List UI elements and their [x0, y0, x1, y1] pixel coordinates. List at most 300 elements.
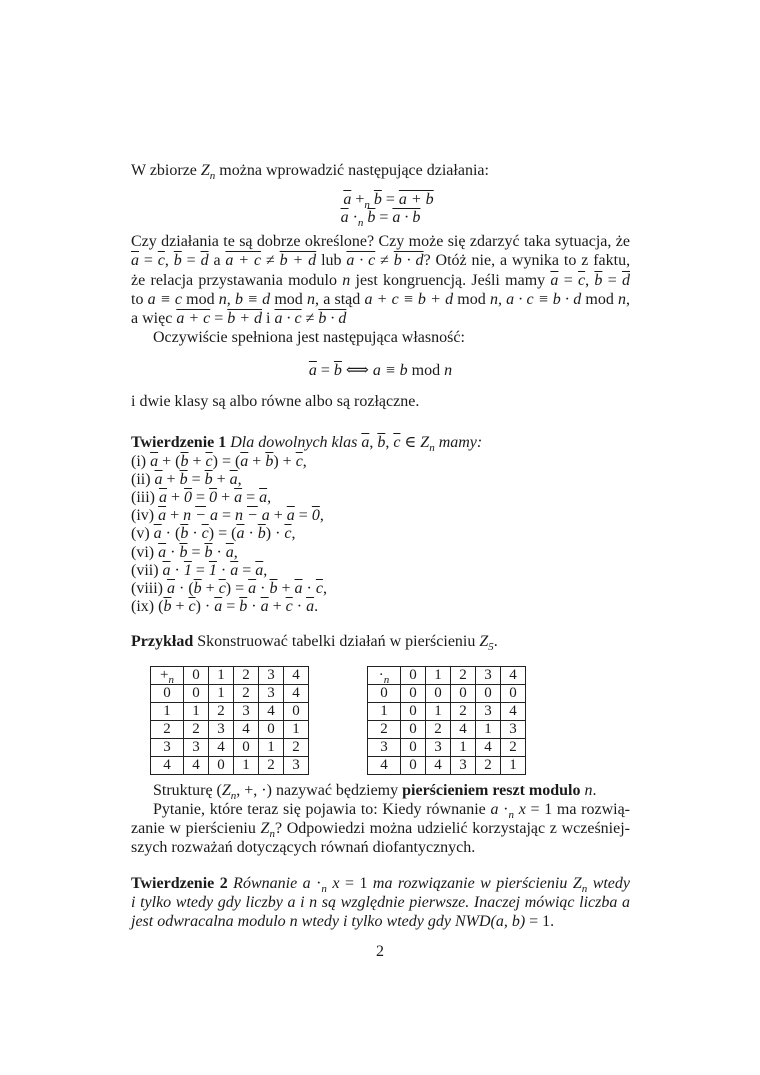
text-segment: +	[277, 580, 295, 597]
table-cell: 0	[209, 757, 234, 775]
text-segment: jest odwracalna modulo n wtedy i tylko wtedy gdy NWD(a, b)	[131, 913, 526, 930]
table-cell: 3	[476, 703, 501, 721]
text-segment: Skonstruować tabelki działań w pierścieniu	[193, 633, 480, 650]
text-segment: $\overline{c}$	[578, 272, 586, 289]
text-segment: $\overline{b}$	[180, 453, 189, 470]
text-segment: =	[381, 191, 399, 208]
page-number: 2	[376, 943, 384, 960]
table-row	[151, 721, 309, 739]
table-cell: 3	[284, 757, 309, 775]
text-segment: $\overline{b}$	[163, 598, 172, 615]
text-segment: $\overline{c}$	[285, 598, 293, 615]
text-segment: ⟺	[341, 362, 373, 379]
table-cell: 2	[259, 757, 284, 775]
text-segment: Twierdzenie 1	[131, 434, 227, 451]
text-segment: (ix) (	[131, 598, 164, 615]
text-segment: Przykład	[131, 633, 194, 650]
text-segment: mamy:	[434, 434, 483, 451]
text-segment: że relacja przystawania modulo	[131, 272, 343, 289]
text-segment: +	[351, 191, 365, 208]
table-row	[368, 703, 526, 721]
theorem-item	[131, 543, 630, 562]
intro-line	[131, 161, 630, 183]
equation-addition	[131, 190, 638, 212]
table-cell: 1	[209, 685, 234, 703]
text-segment: ,	[302, 453, 307, 470]
text-segment: Z	[221, 782, 231, 799]
table-row	[368, 721, 526, 739]
text-segment: +	[268, 598, 286, 615]
text-segment: $\overline{a}$	[154, 471, 163, 488]
table-cell: 4	[501, 703, 526, 721]
text-segment: $\overline{a}$	[229, 471, 238, 488]
text-segment: a ≡ b	[372, 362, 408, 379]
text-segment: +	[217, 489, 235, 506]
text-segment: Z	[200, 162, 210, 179]
text-segment: ) =	[225, 580, 249, 597]
text-segment: ·	[166, 544, 180, 561]
text-segment: mod	[581, 291, 619, 308]
text-segment: n	[508, 809, 514, 819]
text-segment: Z	[420, 434, 430, 451]
text-segment: =	[181, 252, 201, 269]
table-cell: 0	[401, 757, 426, 775]
text-segment: +	[201, 580, 219, 597]
table-cell: 3	[451, 757, 476, 775]
table-cell: 0	[401, 703, 426, 721]
text-segment: x	[518, 801, 526, 818]
text-segment: a ≡ c	[147, 291, 182, 308]
text-segment: i dwie klasy są albo równe albo są rozłączne.	[131, 393, 420, 410]
text-segment: =	[222, 598, 240, 615]
text-segment: ,	[626, 291, 630, 308]
table-cell: 1	[368, 703, 401, 721]
text-segment: ) +	[273, 453, 296, 470]
text-segment: $\overline{a}$	[234, 489, 243, 506]
table-cell: 0	[451, 685, 476, 703]
text-segment: $\overline{c}$	[201, 525, 209, 542]
table-cell: 3	[368, 739, 401, 757]
table-cell: 0	[184, 685, 209, 703]
text-segment: 0	[184, 489, 193, 506]
text-segment: =	[210, 310, 228, 327]
text-segment: n	[584, 782, 593, 799]
table-cell: 3	[259, 667, 284, 685]
text-segment: ,	[267, 489, 272, 506]
text-segment: .	[592, 782, 597, 799]
text-segment: a	[257, 507, 270, 524]
table-cell: 4	[259, 703, 284, 721]
text-segment: $\overline{a}$	[294, 580, 303, 597]
text-segment: lub	[316, 252, 347, 269]
theorem-item	[131, 561, 630, 580]
text-segment: $\overline{a}$	[259, 489, 268, 506]
text-segment: ) ·	[195, 598, 215, 615]
text-segment: (vi)	[131, 544, 159, 561]
equation-multiplication	[131, 208, 630, 230]
text-segment: wtedy	[587, 875, 630, 892]
table-cell: $+_n$	[151, 667, 184, 685]
table-cell: 0	[234, 739, 259, 757]
text-segment: .	[314, 598, 319, 615]
theorem-item	[131, 597, 630, 616]
text-segment: −	[195, 507, 206, 524]
text-segment: jest kongruencją. Jeśli mamy	[350, 272, 551, 289]
text-segment: ∈	[400, 434, 421, 451]
table-cell: 4	[284, 667, 309, 685]
text-segment: n	[183, 507, 196, 524]
text-segment: (vii)	[131, 562, 163, 579]
table-cell: 2	[426, 721, 451, 739]
table-cell: 4	[426, 757, 451, 775]
table-cell: 2	[368, 721, 401, 739]
text-segment: ,	[385, 434, 394, 451]
text-segment: =	[139, 252, 158, 269]
text-segment: $\overline{a}$	[158, 507, 167, 524]
text-segment: ? Otóż nie, a wynika to z faktu,	[423, 252, 630, 269]
text-segment: , +, ·) nazywać będziemy	[236, 782, 403, 799]
text-segment: ) = (	[208, 525, 237, 542]
table-cell: 1	[451, 739, 476, 757]
text-segment: $\overline{b}$	[265, 453, 274, 470]
paragraph-line	[131, 838, 630, 857]
text-segment: ·	[302, 580, 316, 597]
text-segment: 1	[183, 562, 192, 579]
theorem-item	[131, 488, 630, 507]
text-segment: $\overline{b}$	[594, 272, 603, 289]
text-segment: Twierdzenie 2	[131, 875, 228, 892]
paragraph-line	[131, 271, 630, 290]
table-cell: 3	[234, 703, 259, 721]
text-segment: n	[342, 272, 351, 289]
text-segment: n, b ≡ d	[218, 291, 271, 308]
text-segment: $\overline{b}$	[193, 580, 202, 597]
text-segment: $\overline{a}$	[550, 272, 559, 289]
text-segment: $\overline{c}$	[157, 252, 165, 269]
text-segment: .	[493, 633, 498, 650]
text-segment: ,	[319, 507, 324, 524]
text-segment: i	[262, 310, 275, 327]
text-segment: $\overline{a}$	[167, 580, 175, 597]
text-segment: · (	[175, 580, 194, 597]
text-segment: pierścieniem reszt modulo	[402, 782, 581, 799]
text-segment: = 1.	[525, 913, 555, 930]
table-cell: 4	[209, 739, 234, 757]
text-segment: $\overline{a}$	[150, 453, 159, 470]
text-segment: $\overline{b}$	[239, 598, 248, 615]
text-segment: =	[602, 272, 623, 289]
table-cell: 4	[284, 685, 309, 703]
paragraph-line	[131, 328, 630, 347]
text-segment: $\overline{a}$	[131, 252, 139, 269]
text-segment: ·	[244, 525, 258, 542]
text-segment: $\overline{a}$	[158, 544, 167, 561]
table-cell: 1	[476, 721, 501, 739]
table-cell: 4	[501, 667, 526, 685]
text-segment: $\overline{a}$	[343, 191, 352, 208]
text-segment: (iv)	[131, 507, 159, 524]
text-segment: to	[131, 291, 148, 308]
text-segment: +	[166, 507, 184, 524]
text-segment: =	[558, 272, 579, 289]
text-segment: $\overline{a}$	[230, 562, 239, 579]
text-segment: a + c	[225, 252, 262, 269]
text-segment: można wprowadzić następujące działania:	[215, 162, 489, 179]
text-segment: $\overline{b}$	[179, 544, 188, 561]
text-segment: + (	[158, 453, 181, 470]
table-cell: 0	[284, 703, 309, 721]
table-cell: 0	[401, 739, 426, 757]
table-cell: 0	[426, 685, 451, 703]
paragraph-line	[131, 232, 630, 251]
table-cell: 3	[426, 739, 451, 757]
text-segment: $\overline{c}$	[295, 453, 303, 470]
table-cell: 0	[184, 667, 209, 685]
table-row	[151, 757, 309, 775]
text-segment: a	[490, 801, 499, 818]
text-segment: +	[269, 507, 287, 524]
text-segment: x	[332, 875, 340, 892]
text-segment: n	[618, 291, 627, 308]
table-cell: 4	[234, 721, 259, 739]
text-segment: =	[375, 209, 393, 226]
text-segment: n	[444, 362, 453, 379]
text-segment: $\overline{d}$	[200, 252, 209, 269]
multiplication-table	[367, 666, 526, 775]
table-cell: 2	[451, 703, 476, 721]
text-segment: mod	[453, 291, 490, 308]
table-cell: 3	[184, 739, 209, 757]
text-segment: = 1 ma rozwią-	[525, 801, 630, 818]
text-segment: ,	[263, 562, 268, 579]
text-segment: $\overline{d}$	[622, 272, 630, 289]
text-segment: =	[187, 471, 205, 488]
table-row	[368, 757, 526, 775]
text-segment: szych rozważań dotyczących równań diofantycznych.	[131, 839, 476, 856]
text-segment: mod	[181, 291, 219, 308]
text-segment: $\overline{a}$	[240, 453, 249, 470]
table-cell: 0	[368, 685, 401, 703]
text-segment: · (	[161, 525, 181, 542]
text-segment: $\overline{c}$	[284, 525, 292, 542]
table-cell: 2	[501, 739, 526, 757]
paragraph-line	[131, 800, 630, 819]
text-segment: a · b	[392, 209, 421, 226]
text-segment: $\overline{a}$	[162, 562, 171, 579]
text-segment: ,	[585, 272, 595, 289]
text-segment: $\overline{a}$	[260, 598, 269, 615]
text-segment: ·	[256, 580, 270, 597]
text-segment: $\overline{c}$	[315, 580, 323, 597]
text-segment: Z	[572, 875, 582, 892]
text-segment: ≠	[301, 310, 319, 327]
text-segment: $\overline{b}$	[377, 434, 386, 451]
text-segment: ,	[237, 471, 242, 488]
text-segment: ? Odpowiedzi można udzielić korzystając z wcześniej-	[274, 820, 630, 837]
text-segment: +	[188, 453, 206, 470]
table-cell: 1	[284, 721, 309, 739]
text-segment: $\overline{c}$	[205, 453, 213, 470]
table-row	[151, 739, 309, 757]
table-cell: 0	[401, 667, 426, 685]
text-segment: W zbiorze	[131, 162, 201, 179]
text-segment: =	[238, 562, 256, 579]
text-segment: $\overline{c}$	[218, 580, 226, 597]
text-segment: Czy działania te są dobrze określone? Czy może się zdarzyć taka sytuacja, że	[131, 233, 630, 250]
table-cell: 2	[184, 721, 209, 739]
text-segment: =	[191, 562, 209, 579]
text-segment: +	[248, 453, 266, 470]
text-segment: a	[208, 252, 226, 269]
table-cell: 0	[259, 721, 284, 739]
table-cell: 3	[501, 721, 526, 739]
text-segment: ·	[292, 598, 307, 615]
table-row	[151, 703, 309, 721]
table-cell: 4	[476, 739, 501, 757]
text-segment: $\overline{a}$	[255, 562, 264, 579]
text-segment: a	[205, 507, 218, 524]
text-segment: Pytanie, które teraz się pojawia to: Kiedy równanie	[153, 801, 491, 818]
table-cell: 2	[284, 739, 309, 757]
text-segment: a	[302, 875, 311, 892]
table-cell: 1	[426, 703, 451, 721]
text-segment: zanie w pierścieniu	[131, 820, 261, 837]
paragraph-line	[131, 290, 630, 309]
text-segment: , a stąd	[315, 291, 365, 308]
text-segment: $\overline{a}$	[159, 489, 167, 506]
text-segment: +	[167, 489, 185, 506]
table-cell: 4	[184, 757, 209, 775]
text-segment: a + c	[176, 310, 211, 327]
text-segment: (ii)	[131, 471, 155, 488]
table-header	[368, 667, 526, 685]
table-cell: 0	[501, 685, 526, 703]
text-segment: 5	[488, 641, 494, 654]
text-segment: mod	[407, 362, 445, 379]
table-cell: 1	[501, 757, 526, 775]
paragraph-line	[131, 251, 630, 270]
table-cell: 1	[259, 739, 284, 757]
text-segment: $\overline{c}$	[393, 434, 401, 451]
text-segment: Z	[260, 820, 270, 837]
text-segment: ≠	[261, 252, 280, 269]
table-row	[151, 685, 309, 703]
text-segment: n	[269, 828, 275, 838]
text-segment: $\overline{a}$	[153, 525, 162, 542]
text-segment: $\overline{a}$	[236, 525, 245, 542]
table-row	[368, 685, 526, 703]
text-segment: = 1	[339, 875, 373, 892]
text-segment: $\overline{b}$	[173, 252, 182, 269]
text-segment: $\overline{a}$	[361, 434, 370, 451]
text-segment: (v)	[131, 525, 154, 542]
text-segment: ma rozwiązanie w pierścieniu	[372, 875, 573, 892]
table-cell: 3	[151, 739, 184, 757]
text-segment: a więc	[131, 310, 177, 327]
paragraph-line	[131, 819, 630, 838]
table-cell: 4	[368, 757, 401, 775]
text-segment: ,	[233, 544, 238, 561]
text-segment: Z	[479, 633, 489, 650]
text-segment: n	[581, 883, 588, 893]
text-segment: =	[242, 489, 260, 506]
table-cell: 3	[209, 721, 234, 739]
theorem-item	[131, 506, 630, 525]
text-segment: ·	[212, 544, 226, 561]
text-segment: a · c	[346, 252, 376, 269]
text-segment: b · d	[393, 252, 424, 269]
text-segment: ·	[247, 598, 261, 615]
text-segment: =	[192, 489, 210, 506]
theorem-item	[131, 524, 630, 543]
text-segment: Strukturę (	[153, 782, 222, 799]
text-segment: n	[307, 291, 315, 308]
text-segment: (iii)	[131, 489, 159, 506]
text-segment: $\overline{a}$	[225, 544, 234, 561]
text-segment: Oczywiście spełniona jest następująca własność:	[153, 329, 465, 346]
table-cell: 4	[451, 721, 476, 739]
table-cell: 4	[151, 757, 184, 775]
text-segment: a + b	[398, 191, 434, 208]
text-segment: 0	[311, 507, 320, 524]
text-segment: +	[162, 471, 180, 488]
text-segment: =	[187, 544, 205, 561]
text-segment: (i)	[131, 453, 151, 470]
table-cell: 1	[151, 703, 184, 721]
text-segment: Równanie	[233, 875, 303, 892]
text-segment: $\overline{b}$	[180, 525, 189, 542]
text-segment: ) ·	[265, 525, 285, 542]
table-header	[151, 667, 309, 685]
text-segment: +	[212, 471, 230, 488]
text-segment: Dla dowolnych klas	[230, 434, 362, 451]
text-segment: a · c	[274, 310, 302, 327]
table-cell: 1	[426, 667, 451, 685]
text-segment: b + d	[279, 252, 317, 269]
theorem-item	[131, 470, 630, 489]
text-segment: n	[429, 442, 435, 455]
text-segment: ) = (	[212, 453, 241, 470]
table-cell: 2	[234, 667, 259, 685]
table-row	[368, 739, 526, 757]
text-segment: $\overline{b}$	[373, 191, 382, 208]
table-cell: 2	[451, 667, 476, 685]
text-segment: ,	[369, 434, 378, 451]
theorem-item	[131, 452, 630, 471]
text-segment: ·	[498, 801, 509, 818]
text-segment: $\overline{b}$	[204, 471, 213, 488]
table-cell: 2	[476, 757, 501, 775]
table-cell: 2	[234, 685, 259, 703]
table-cell: 3	[259, 685, 284, 703]
table-cell: 1	[184, 703, 209, 721]
table-cell: 0	[401, 685, 426, 703]
text-segment: $\overline{b}$	[204, 544, 213, 561]
text-segment: $\overline{a}$	[286, 507, 295, 524]
theorem-2-line	[131, 893, 630, 912]
text-segment: $\overline{b}$	[269, 580, 278, 597]
text-segment: b · d	[318, 310, 347, 327]
text-segment: $\overline{a}$	[308, 362, 317, 379]
addition-table	[150, 666, 309, 775]
text-segment: +	[171, 598, 189, 615]
text-segment: $\overline{a}$	[306, 598, 315, 615]
text-segment: b + d	[227, 310, 263, 327]
paragraph-line	[131, 392, 630, 411]
text-segment: ,	[322, 580, 327, 597]
text-segment: ,	[164, 252, 174, 269]
table-cell: $\cdot_n$	[368, 667, 401, 685]
